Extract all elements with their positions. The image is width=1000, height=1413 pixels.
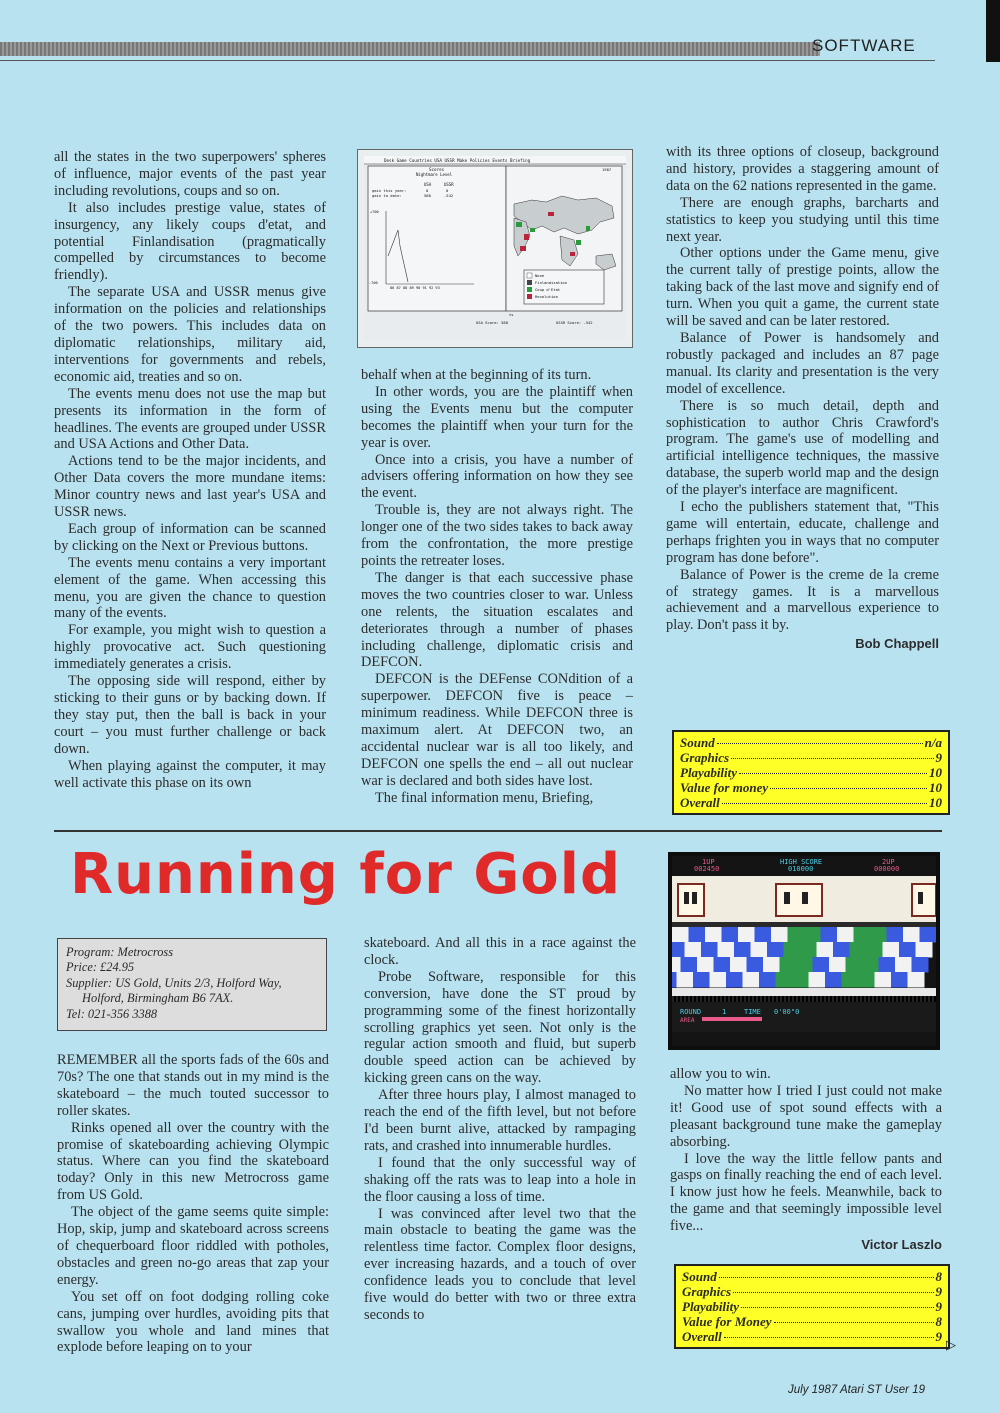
svg-text:HIGH SCORE: HIGH SCORE	[780, 858, 823, 866]
hurdle-bar	[876, 996, 878, 1002]
hurdle-bar	[868, 996, 870, 1002]
svg-text:1UP: 1UP	[702, 858, 715, 866]
floor-tile	[730, 957, 747, 973]
paragraph: with its three options of closeup, background and history, provides a staggering amount of data on the 62 nations represented in the game.	[666, 144, 939, 194]
floor-tile	[879, 957, 896, 973]
rating-label: Value for money	[680, 780, 769, 795]
paragraph: Rinks opened all over the country with the promise of skateboarding achieving Olympic status. Where can you find the skateboard today? Only in this new Metrocross game from US Gold.	[57, 1119, 329, 1204]
review2-column-2	[364, 935, 636, 1324]
floor-tile	[689, 927, 706, 943]
paragraph: Trouble is, they are not always right. The longer one of the two sides takes to back away from the confrontation, the more prestige points the retreater loses.	[361, 502, 633, 569]
paragraph: It also includes prestige value, states of insurgency, any likely coups d'etat, and potential Finlandisation (pragmatically compelled by circumstances to become friendly).	[54, 199, 326, 284]
hurdle-bar	[832, 996, 834, 1002]
hurdle-bar	[928, 996, 930, 1002]
floor-tile	[883, 942, 900, 958]
floor-tile	[908, 972, 925, 988]
rating-row	[682, 1314, 942, 1329]
header-bar	[0, 42, 820, 56]
floor-tile	[767, 942, 784, 958]
floor-tile	[809, 972, 826, 988]
page-footer: July 1987 Atari ST User 19	[788, 1384, 925, 1396]
floor-tile	[821, 927, 838, 943]
author-byline: Bob Chappell	[855, 636, 939, 652]
floor-tile	[912, 957, 929, 973]
dot-leader	[741, 1307, 933, 1308]
hurdle-bar	[852, 996, 854, 1002]
hurdle-bar	[676, 996, 678, 1002]
svg-text:-542: -542	[444, 193, 454, 198]
paragraph: REMEMBER all the sports fads of the 60s and 70s? The one that stands out in my mind is the skateboard – the much touted successor to roller skates.	[57, 1052, 329, 1119]
hurdle-bar	[692, 996, 694, 1002]
review2-column-1	[57, 1052, 329, 1356]
rating-row	[680, 735, 942, 750]
section-divider	[54, 830, 942, 832]
rating-value: 10	[929, 780, 942, 795]
floor-tile	[792, 972, 809, 988]
info-price: Price: £24.95	[66, 960, 135, 975]
floor-tile	[714, 957, 731, 973]
dot-leader	[770, 788, 927, 789]
paragraph: The opposing side will respond, either by sticking to their guns or by backing down. If they stay put, then the ball is back in your court – you must further challenge or back down.	[54, 673, 326, 757]
header-rule	[0, 60, 935, 61]
paragraph: DEFCON is the DEFense CONdition of a superpower. DEFCON five is peace – minimum readiness. While DEFCON three is maximum alert. At DEFCON two, an accidental nuclear war is all too likely, and DEFCON one spells the end – all out nuclear war is declared and both sides have lost.	[361, 671, 633, 789]
hurdle-bar	[856, 996, 858, 1002]
paragraph: Balance of Power is handsomely and robustly packaged and includes an 87 page manual. Its clarity and presentation is the very model of excellence.	[666, 329, 939, 397]
svg-text:USA Score: 580: USA Score: 580	[476, 320, 509, 325]
floor-tile	[891, 972, 908, 988]
review1-column-3	[666, 144, 939, 653]
hurdle-bar	[840, 996, 842, 1002]
svg-text:-700: -700	[369, 281, 378, 285]
hurdle-bar	[744, 996, 746, 1002]
svg-text:AREA: AREA	[680, 1017, 695, 1024]
rating-label: Graphics	[680, 750, 730, 765]
svg-text:86 87 88 89 90 91 92 93: 86 87 88 89 90 91 92 93	[390, 286, 440, 290]
review1-column-1	[54, 149, 326, 791]
paragraph: The danger is that each successive phase moves the two countries closer to war. Unless one relents, the situation escalates and deteriorates through a number of phases including challenge, diplomatic crisis and DEFCON.	[361, 569, 633, 671]
hurdle-bar	[792, 996, 794, 1002]
svg-text:Finlandization: Finlandization	[535, 280, 568, 285]
hurdle-bar	[864, 996, 866, 1002]
floor-tile	[734, 942, 751, 958]
hurdle-bar	[804, 996, 806, 1002]
floor-tile	[837, 927, 854, 943]
dot-leader	[722, 803, 927, 804]
hurdle-bar	[872, 996, 874, 1002]
hurdle-bar	[780, 996, 782, 1002]
floor-tile	[743, 972, 760, 988]
rating-row	[680, 795, 942, 810]
paragraph: behalf when at the beginning of its turn.	[361, 367, 592, 383]
svg-text:002450: 002450	[694, 865, 720, 873]
floor-tile	[866, 942, 883, 958]
floor-tile	[862, 957, 879, 973]
floor-tile	[899, 942, 916, 958]
rating-label: Sound	[682, 1269, 717, 1284]
floor-tile	[804, 927, 821, 943]
hurdle-bar	[924, 996, 926, 1002]
review2-headline: Running for Gold	[70, 842, 622, 907]
floor-tile	[887, 927, 904, 943]
svg-text:USA: USA	[424, 182, 432, 187]
rating-label: Sound	[680, 735, 715, 750]
hurdle-bar	[728, 996, 730, 1002]
bop-level: Nightmare Level	[416, 172, 453, 177]
floor-tile	[672, 957, 681, 973]
svg-text:ROUND: ROUND	[680, 1008, 702, 1016]
hurdle-bar	[696, 996, 698, 1002]
svg-text:0: 0	[426, 188, 429, 193]
floor-tile	[685, 942, 702, 958]
metrocross-screen-svg	[672, 856, 936, 1046]
floor-tile	[701, 942, 718, 958]
dot-leader	[774, 1322, 934, 1323]
svg-text:USSR: USSR	[444, 182, 454, 187]
svg-text:ts: ts	[509, 312, 514, 317]
paragraph: The final information menu, Briefing,	[375, 789, 594, 806]
floor-tile	[870, 927, 887, 943]
floor-tile	[759, 972, 776, 988]
rating-value: 9	[935, 1299, 942, 1314]
hurdle-bar	[772, 996, 774, 1002]
floor-tile	[788, 927, 805, 943]
rating-row	[682, 1329, 942, 1344]
floor-tile	[722, 927, 739, 943]
rating-label: Overall	[680, 795, 720, 810]
svg-text:1987: 1987	[602, 167, 612, 172]
floor-tile	[784, 942, 801, 958]
info-program: Program: Metrocross	[66, 945, 174, 959]
info-supplier-address: Holford, Birmingham B6 7AX.	[82, 991, 234, 1006]
hurdle-bar	[712, 996, 714, 1002]
rating-value: n/a	[924, 735, 942, 750]
rating-value: 10	[929, 765, 942, 780]
hurdle-bar	[752, 996, 754, 1002]
review2-ratings-box	[674, 1264, 950, 1349]
floor-tile	[693, 972, 710, 988]
paragraph: skateboard. And all this in a race against the clock.	[364, 935, 636, 968]
floor-tile	[771, 927, 788, 943]
floor-tile	[710, 972, 727, 988]
paragraph: In other words, you are the plaintiff when using the Events menu but the computer becomes the plaintiff when your turn for the year is over.	[361, 383, 633, 451]
hurdle-bar	[844, 996, 846, 1002]
svg-text:Coup d'Etat: Coup d'Etat	[535, 287, 561, 292]
floor-tile	[813, 957, 830, 973]
hurdle-bar	[880, 996, 882, 1002]
hurdle-bar	[748, 996, 750, 1002]
floor-tile	[776, 972, 793, 988]
rating-label: Value for Money	[682, 1314, 772, 1329]
rating-value: 10	[929, 795, 942, 810]
rating-row	[682, 1269, 942, 1284]
rating-row	[680, 780, 942, 795]
hurdle-bar	[920, 996, 922, 1002]
hurdle-bar	[672, 996, 674, 1002]
svg-text:1: 1	[722, 1008, 727, 1016]
hurdle-bar	[740, 996, 742, 1002]
author-byline: Victor Laszlo	[861, 1237, 942, 1253]
review2-column-3	[670, 1066, 942, 1254]
svg-text:+700: +700	[370, 210, 379, 214]
svg-text:000000: 000000	[874, 865, 900, 873]
paragraph: Other options under the Game menu, give the current tally of prestige points, allow the taking back of the last move and signify end of turn. When you quit a game, the current state will be saved and can be later restored.	[666, 245, 939, 330]
paragraph: Each group of information can be scanned by clicking on the Next or Previous buttons.	[54, 520, 326, 554]
rating-label: Playability	[680, 765, 738, 780]
floor-tile	[796, 957, 813, 973]
hurdle-bar	[916, 996, 918, 1002]
hurdle-bar	[908, 996, 910, 1002]
floor-tile	[875, 972, 892, 988]
hurdle-bar	[768, 996, 770, 1002]
info-tel: Tel: 021-356 3388	[66, 1006, 158, 1021]
svg-text:0'00"0: 0'00"0	[774, 1008, 800, 1016]
hurdle-bar	[900, 996, 902, 1002]
bop-screen-svg	[364, 156, 626, 341]
floor-tile	[681, 957, 698, 973]
paragraph: Actions tend to be the major incidents, and Other Data covers the more mundane items: Minor country news and last year's USA and USSR news.	[54, 453, 326, 521]
rating-value: 9	[935, 1329, 942, 1344]
floor-tile	[895, 957, 912, 973]
corner-tab	[986, 0, 1000, 62]
hurdle-bar	[904, 996, 906, 1002]
rating-value: 9	[935, 750, 942, 765]
paragraph: allow you to win.	[670, 1066, 771, 1082]
svg-text:TIME: TIME	[744, 1008, 761, 1016]
svg-text:010000: 010000	[788, 865, 814, 873]
bop-menu-bar: Desk Game Countries USA USSR Make Policies Events Briefing	[384, 158, 531, 163]
info-supplier: Supplier: US Gold, Units 2/3, Holford Way,	[66, 975, 282, 990]
hurdle-bar	[816, 996, 818, 1002]
floor-tile	[747, 957, 764, 973]
svg-text:0: 0	[446, 188, 449, 193]
hurdle-bar	[812, 996, 814, 1002]
floor-tile	[916, 942, 933, 958]
floor-tile	[825, 972, 842, 988]
hurdle-bar	[688, 996, 690, 1002]
hurdle-bar	[732, 996, 734, 1002]
floor-tile	[705, 927, 722, 943]
floor-tile	[672, 942, 685, 958]
rating-value: 8	[935, 1314, 942, 1329]
floor-tile	[842, 972, 859, 988]
balance-of-power-screenshot	[358, 150, 632, 347]
rating-value: 8	[935, 1269, 942, 1284]
dot-leader	[739, 773, 927, 774]
floor-tile	[677, 972, 694, 988]
hurdle-bar	[704, 996, 706, 1002]
hurdle-bar	[716, 996, 718, 1002]
paragraph: After three hours play, I almost managed to reach the end of the fifth level, but not before I'd been burnt alive, attacked by rampaging rats, and crashed into innumerable hurdles.	[364, 1087, 636, 1154]
section-label: SOFTWARE	[812, 36, 916, 55]
hurdle-bar	[896, 996, 898, 1002]
svg-text:gain to date:: gain to date:	[372, 193, 402, 198]
floor-tile	[829, 957, 846, 973]
floor-tile	[738, 927, 755, 943]
hurdle-bar	[824, 996, 826, 1002]
hurdle-bar	[720, 996, 722, 1002]
hurdle-bar	[836, 996, 838, 1002]
dot-leader	[731, 758, 933, 759]
hurdle-bar	[892, 996, 894, 1002]
floor-tile	[800, 942, 817, 958]
floor-tile	[850, 942, 867, 958]
hurdle-bar	[788, 996, 790, 1002]
hurdle-bar	[820, 996, 822, 1002]
paragraph: There are enough graphs, barcharts and statistics to keep you studying until this time next year.	[666, 194, 939, 245]
dot-leader	[717, 743, 923, 744]
floor-tile	[780, 957, 797, 973]
hurdle-bar	[848, 996, 850, 1002]
review2-info-box	[57, 938, 327, 1031]
paragraph: I found that the only successful way of shaking off the rats was to leap into a hole in the floor causing a loss of time.	[364, 1154, 636, 1205]
hurdle-bar	[736, 996, 738, 1002]
rating-row	[680, 750, 942, 765]
floor-tile	[854, 927, 871, 943]
floor-tile	[755, 927, 772, 943]
floor-tile	[817, 942, 834, 958]
floor-tile	[833, 942, 850, 958]
paragraph: Probe Software, responsible for this conversion, have done the ST proud by programming some of the finest horizontally scrolling graphics yet seen. Not only is the regular action smooth and fluid, but superb double speed action can be achieved by kicking green cans on the way.	[364, 968, 636, 1087]
svg-text:gain this year:: gain this year:	[372, 188, 407, 193]
hurdle-bar	[912, 996, 914, 1002]
metrocross-screenshot	[668, 852, 940, 1050]
hurdle-bar	[700, 996, 702, 1002]
paragraph: Balance of Power is the creme de la creme of strategy games. It is a marvellous achievement and a marvellous experience to play. Don't pass it by.	[666, 566, 939, 634]
paragraph: I echo the publishers statement that, "This game will entertain, educate, challenge and perhaps frighten you in ways that no computer program has done before".	[666, 499, 939, 566]
rating-row	[682, 1284, 942, 1299]
paragraph: The events menu does not use the map but presents its information in the form of headlines. The events are grouped under USSR and USA Actions and Other Data.	[54, 385, 326, 453]
hurdle-bar	[776, 996, 778, 1002]
floor-tile	[858, 972, 875, 988]
floor-tile	[763, 957, 780, 973]
bop-scores-title: Scores	[429, 167, 445, 172]
paragraph: The object of the game seems quite simple: Hop, skip, jump and skateboard across screens of chequerboard floor riddled with potholes, obstacles and green no-go areas that zap your energy.	[57, 1204, 329, 1288]
paragraph: I was convinced after level two that the main obstacle to beating the game was the relentless time factor. Complex floor designs, ever increasing hazards, and a touch of over confidence leads you to conclude that level five would do better with two or three extra seconds to	[364, 1205, 636, 1323]
dot-leader	[733, 1292, 933, 1293]
hurdle-bar	[800, 996, 802, 1002]
rating-label: Playability	[682, 1299, 740, 1314]
svg-text:2UP: 2UP	[882, 858, 895, 866]
hurdle-bar	[884, 996, 886, 1002]
paragraph: There is so much detail, depth and sophistication to author Chris Crawford's program. The game's use of modelling and artificial intelligence techniques, the massive database, the superb world map and the design of the player's interface are magnificent.	[666, 397, 939, 499]
rating-value: 9	[935, 1284, 942, 1299]
floor-tile	[697, 957, 714, 973]
hurdle-bar	[684, 996, 686, 1002]
svg-text:USSR Score: -542: USSR Score: -542	[556, 320, 593, 325]
svg-text:Revolution: Revolution	[535, 294, 558, 299]
rating-label: Overall	[682, 1329, 722, 1344]
hurdle-bar	[724, 996, 726, 1002]
dot-leader	[719, 1277, 934, 1278]
review1-column-2	[361, 367, 633, 807]
paragraph: You set off on foot dodging rolling coke cans, jumping over hurdles, avoiding pits that swallow you whole and land mines that explode before leaping on to your	[57, 1288, 329, 1356]
hurdle-bar	[756, 996, 758, 1002]
next-page-arrow-icon: ▷	[946, 1337, 956, 1352]
floor-tile	[718, 942, 735, 958]
floor-tile	[751, 942, 768, 958]
floor-tile	[846, 957, 863, 973]
paragraph: all the states in the two superpowers' spheres of influence, major events of the past year including revolutions, coups and so on.	[54, 149, 326, 199]
hurdle-bar	[808, 996, 810, 1002]
hurdle-bar	[760, 996, 762, 1002]
hurdle-bar	[708, 996, 710, 1002]
floor-tile	[672, 927, 689, 943]
floor-tile	[672, 972, 677, 988]
hurdle-bar	[860, 996, 862, 1002]
paragraph: No matter how I tried I just could not make it! Good use of spot sound effects with a pleasant background tune make the gameplay absorbing.	[670, 1082, 942, 1150]
hurdle-bar	[888, 996, 890, 1002]
svg-text:None: None	[535, 273, 545, 278]
hurdle-bar	[828, 996, 830, 1002]
paragraph: When playing against the computer, it may well activate this phase on its own	[54, 757, 326, 791]
rating-label: Graphics	[682, 1284, 732, 1299]
floor-tile	[920, 927, 937, 943]
floor-tile	[903, 927, 920, 943]
hurdle-bar	[764, 996, 766, 1002]
paragraph: For example, you might wish to question a highly provocative act. Such questioning immediately generates a crisis.	[54, 622, 326, 673]
rating-row	[682, 1299, 942, 1314]
hurdle-bar	[680, 996, 682, 1002]
hurdle-bar	[784, 996, 786, 1002]
hurdle-bar	[796, 996, 798, 1002]
floor-tile	[726, 972, 743, 988]
paragraph: The events menu contains a very important element of the game. When accessing this menu, you are given the chance to question many of the events.	[54, 554, 326, 622]
svg-text:580: 580	[424, 193, 431, 198]
hurdle-bar	[932, 996, 934, 1002]
paragraph: I love the way the little fellow pants and gasps on finally reaching the end of each level. I know just how he feels. Meanwhile, back to the game and that seemingly impossible level five...	[670, 1150, 942, 1235]
dot-leader	[724, 1337, 934, 1338]
review1-ratings-box	[672, 730, 950, 815]
paragraph: Once into a crisis, you have a number of advisers offering information on how they see the event.	[361, 451, 633, 502]
rating-row	[680, 765, 942, 780]
paragraph: The separate USA and USSR menus give information on the policies and relationships of the two powers. This includes data on diplomatic relationships, military aid, interventions for governments and rebels, economic aid, treaties and so on.	[54, 284, 326, 385]
